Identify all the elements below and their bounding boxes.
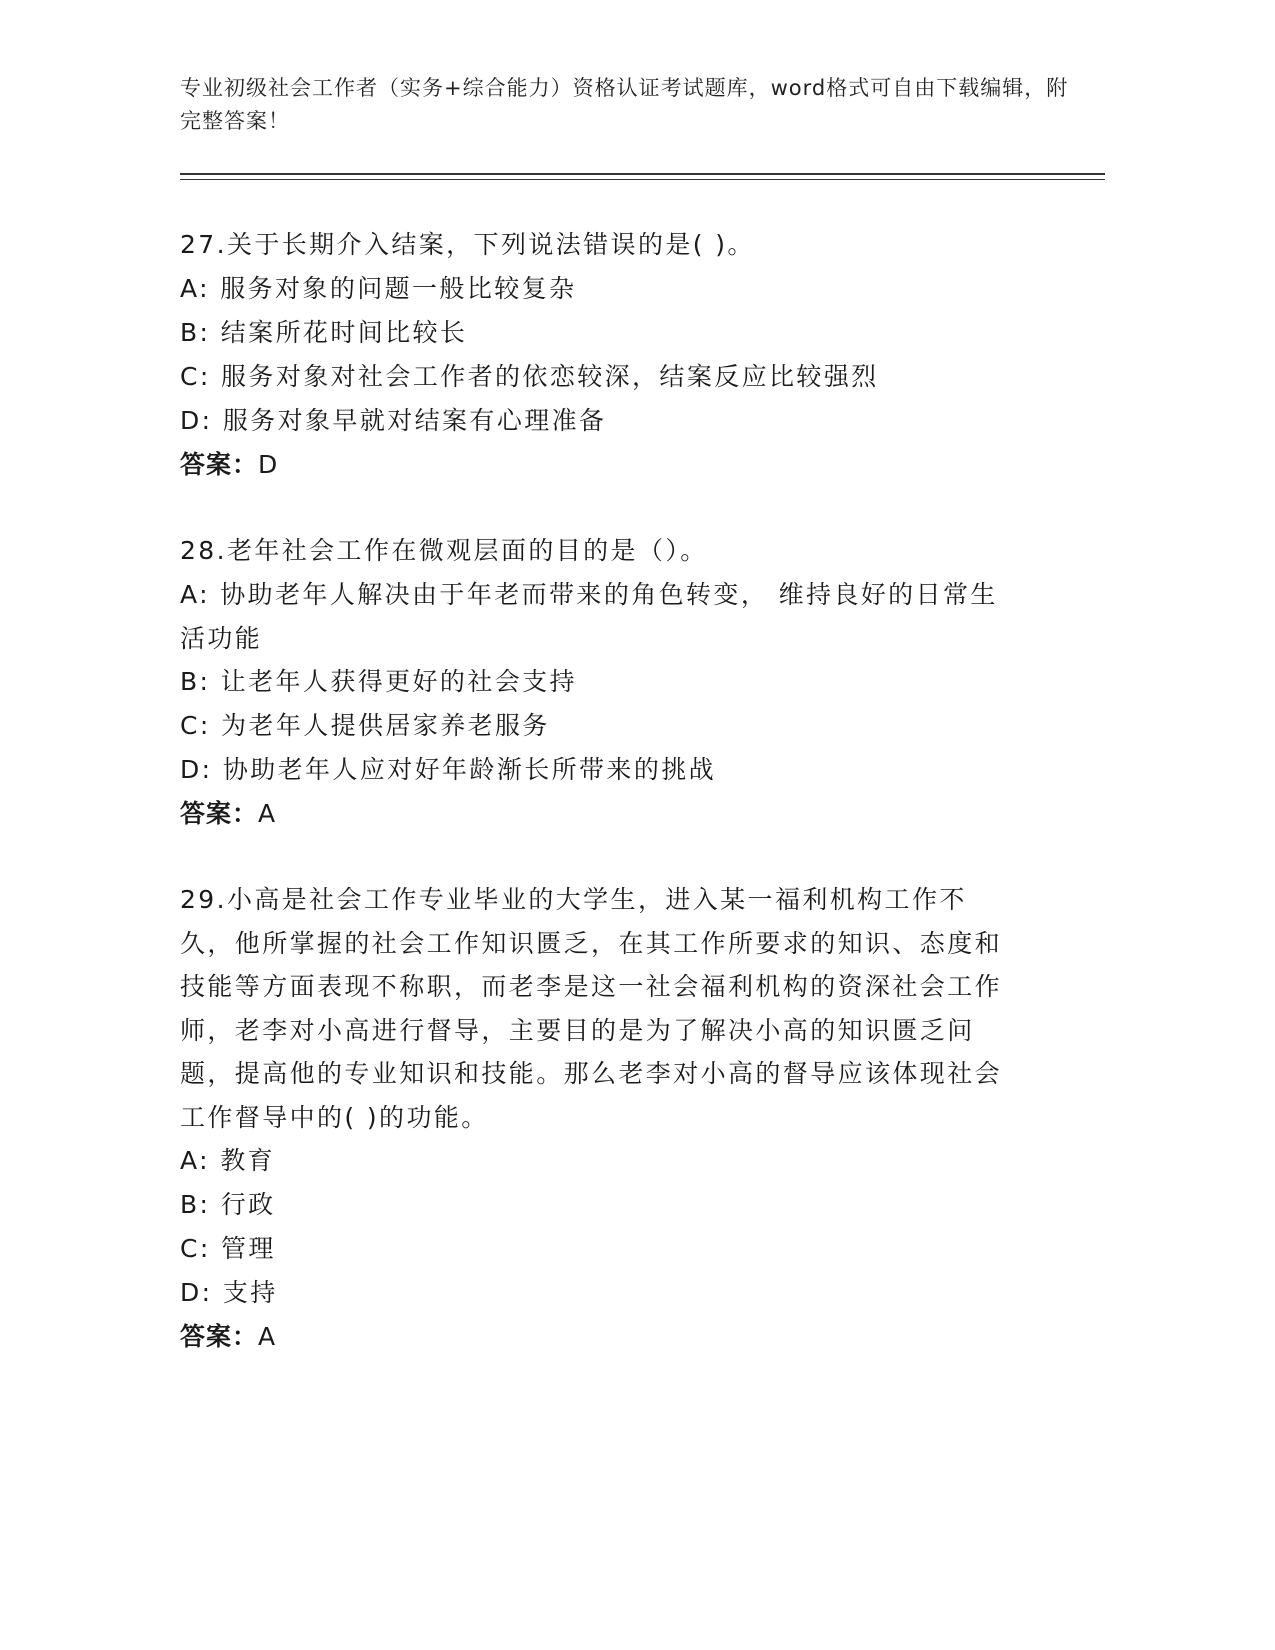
option-c: C: 管理 <box>180 1234 276 1263</box>
answer-label: 答案： <box>180 1322 259 1351</box>
answer-line <box>180 792 1020 836</box>
document-header: 专业初级社会工作者（实务+综合能力）资格认证考试题库，word格式可自由下载编辑，附完整答案！ <box>180 76 1069 133</box>
header-divider-thick <box>180 173 1105 175</box>
option-a: A: 教育 <box>180 1146 276 1175</box>
option-d: D: 支持 <box>180 1278 278 1307</box>
answer-value: A <box>258 799 277 828</box>
answer-value: A <box>258 1322 277 1351</box>
question-stem: 27.关于长期介入结案，下列说法错误的是( )。 <box>180 230 755 259</box>
question-28 <box>180 529 1020 836</box>
option-a: A: 服务对象的问题一般比较复杂 <box>180 274 577 303</box>
answer-line <box>180 443 1020 487</box>
question-stem: 28.老年社会工作在微观层面的目的是（）。 <box>180 536 708 565</box>
question-27 <box>180 223 1020 487</box>
answer-label: 答案： <box>180 799 259 828</box>
option-a: A: 协助老年人解决由于年老而带来的角色转变， 维持良好的日常生活功能 <box>180 580 998 653</box>
answer-label: 答案： <box>180 450 259 479</box>
option-c: C: 为老年人提供居家养老服务 <box>180 711 550 740</box>
option-b: B: 让老年人获得更好的社会支持 <box>180 667 577 696</box>
option-c: C: 服务对象对社会工作者的依恋较深，结案反应比较强烈 <box>180 362 879 391</box>
option-b: B: 行政 <box>180 1190 276 1219</box>
header-divider-thin <box>180 179 1105 180</box>
answer-value: D <box>258 450 279 479</box>
option-d: D: 服务对象早就对结案有心理准备 <box>180 406 607 435</box>
option-d: D: 协助老年人应对好年龄渐长所带来的挑战 <box>180 755 717 784</box>
option-b: B: 结案所花时间比较长 <box>180 318 468 347</box>
question-29 <box>180 878 1020 1359</box>
question-stem: 29.小高是社会工作专业毕业的大学生，进入某一福利机构工作不久，他所掌握的社会工作知识匮乏，在其工作所要求的知识、态度和技能等方面表现不称职，而老李是这一社会福利机构的资深社会工作师，老李对小高进行督导，主要目的是为了解决小高的知识匮乏问题，提高他的专业知识和技能。那么老李对小高的督导应该体现社会工作督导中的( )的功能。 <box>180 885 1003 1132</box>
answer-line <box>180 1315 1020 1359</box>
